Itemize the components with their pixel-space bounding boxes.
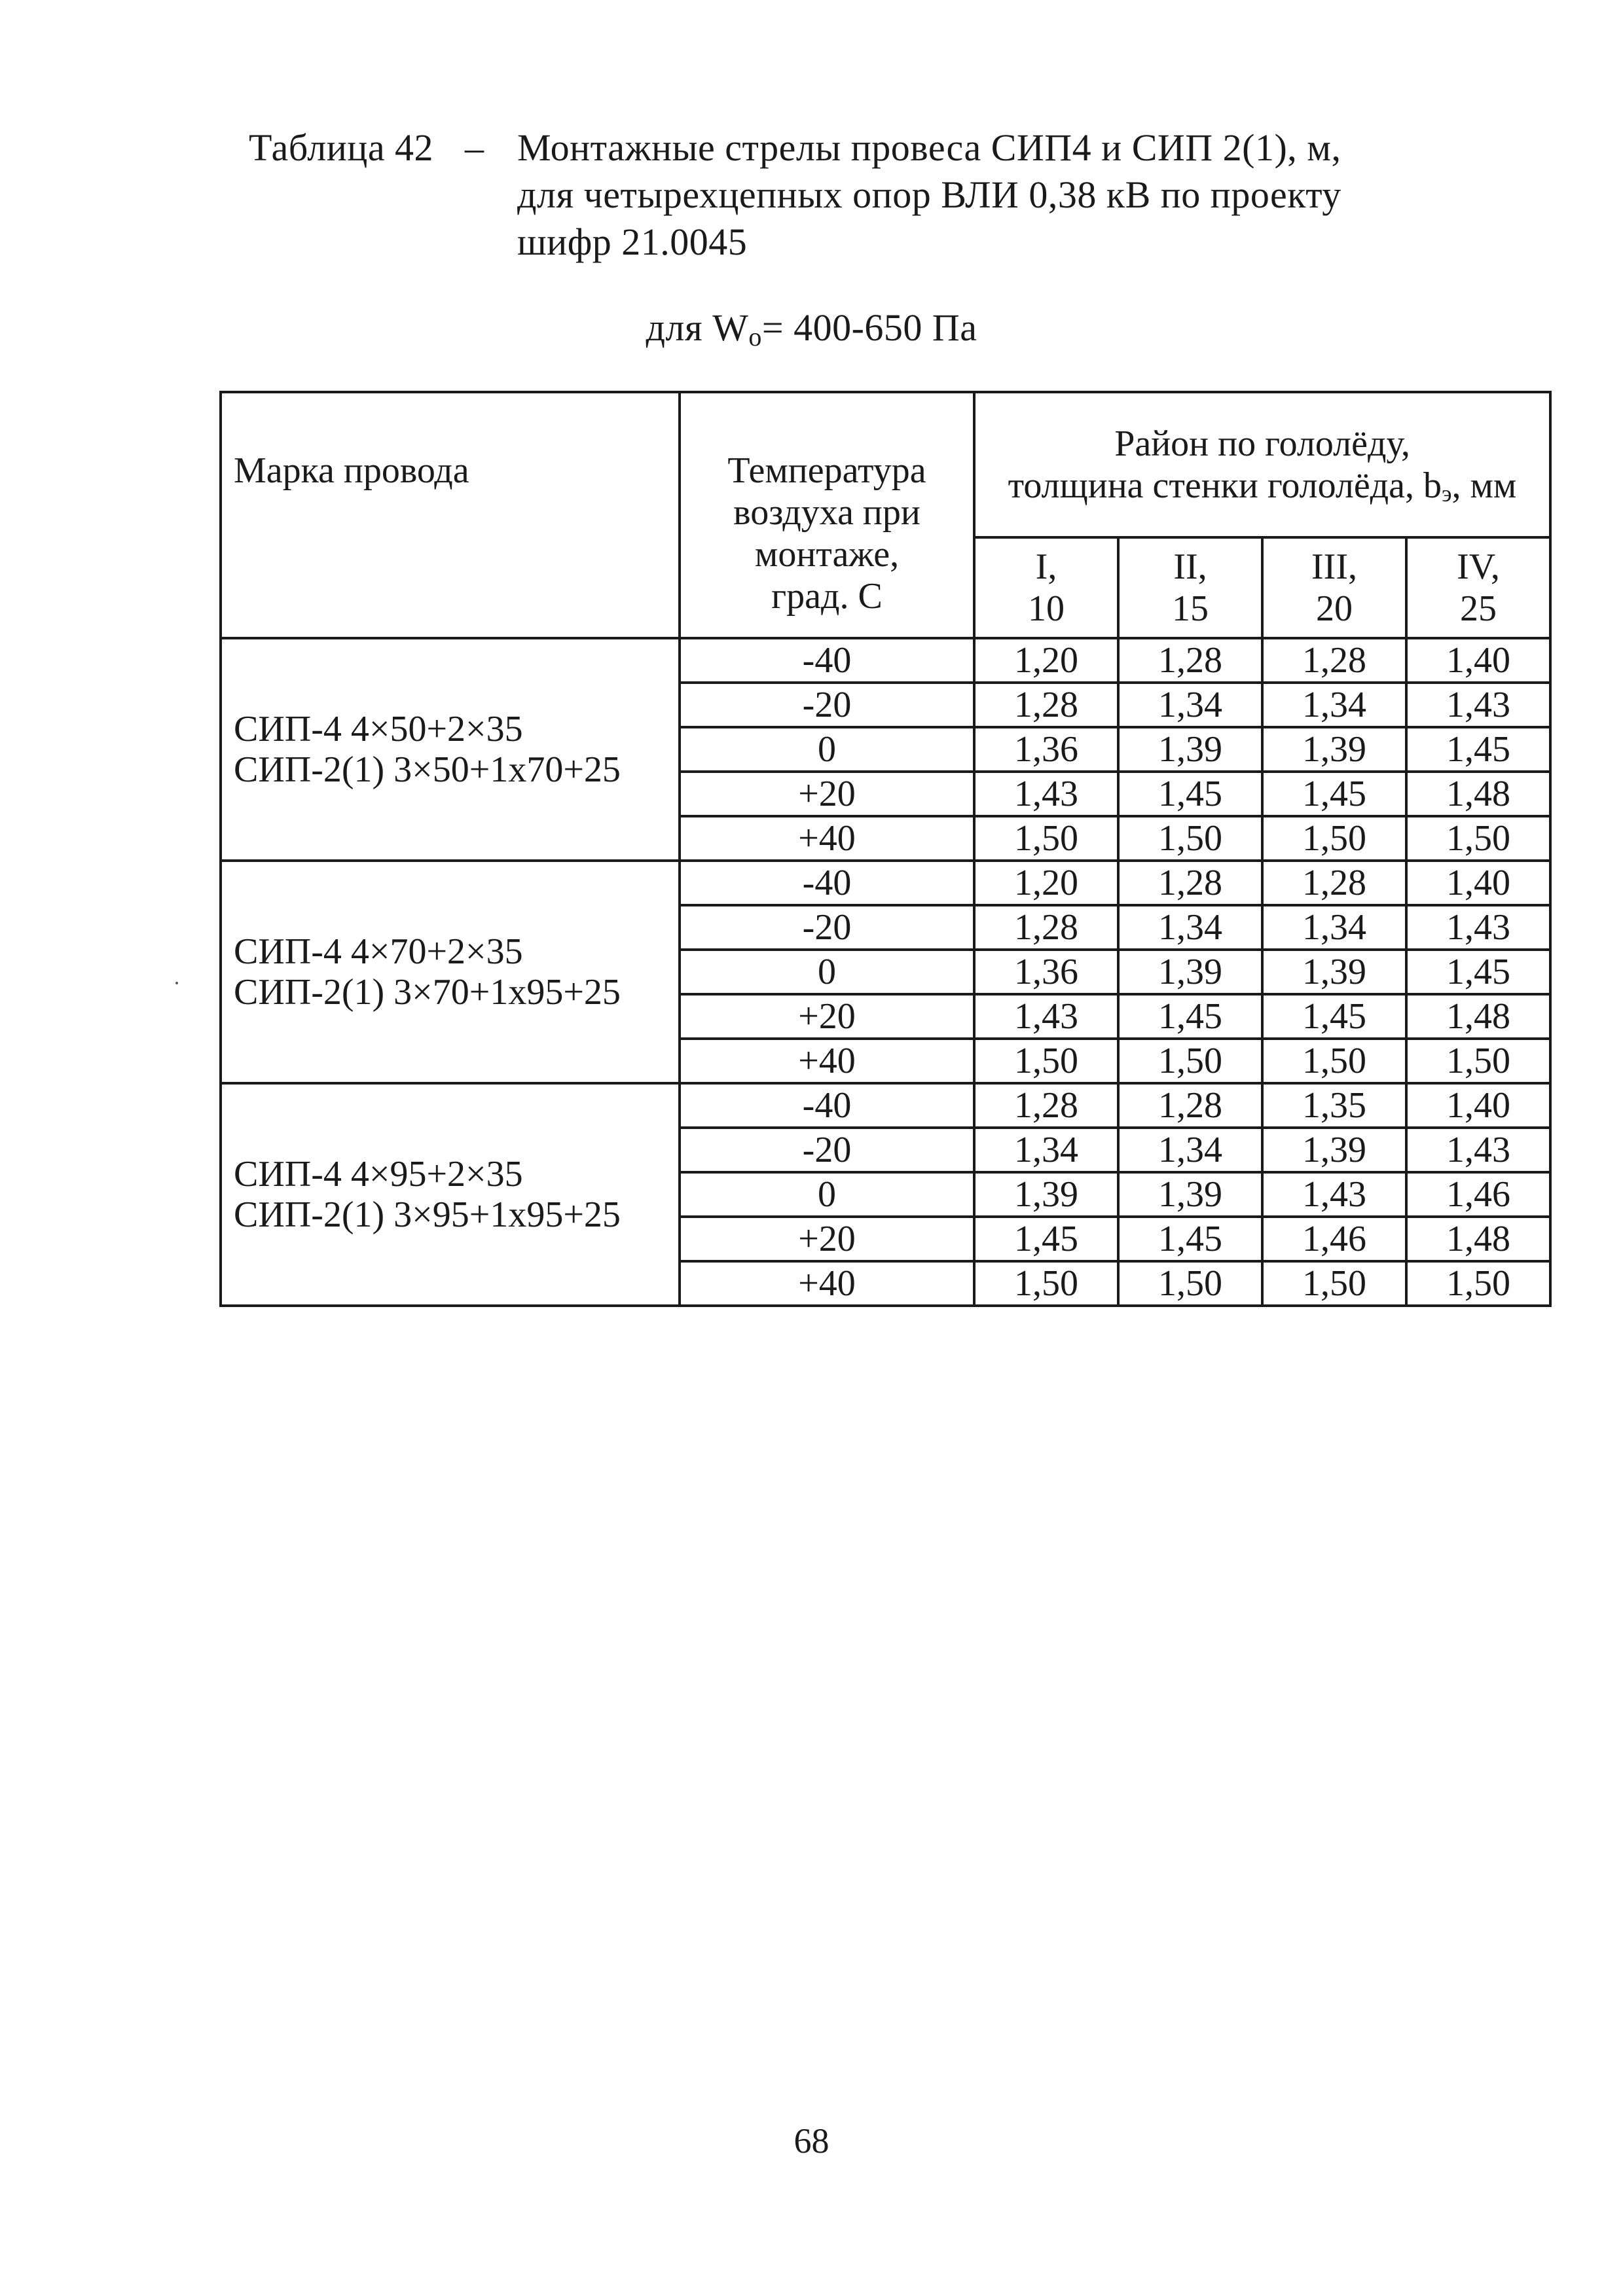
sag-value-cell: 1,28	[974, 683, 1118, 727]
sag-value-cell: 1,43	[1406, 905, 1550, 950]
sag-value-cell: 1,28	[1262, 638, 1406, 683]
caption-line: Монтажные стрелы провеса СИП4 и СИП 2(1), м,	[517, 126, 1341, 169]
table-row	[221, 638, 1550, 683]
sag-value-cell: 1,39	[1118, 727, 1262, 772]
header-region-line: Район по гололёду,	[1114, 423, 1410, 464]
sag-value-cell: 1,40	[1406, 1083, 1550, 1128]
region-roman: I,	[1035, 547, 1057, 587]
sag-value-cell: 1,39	[1118, 1172, 1262, 1217]
subtitle-subscript: о	[748, 322, 762, 351]
sag-value-cell: 1,34	[1118, 683, 1262, 727]
sag-value-cell: 1,39	[974, 1172, 1118, 1217]
wire-mark-line: СИП-4 4×70+2×35	[234, 931, 523, 972]
sag-value-cell: 1,45	[974, 1217, 1118, 1261]
caption-label: Таблица 42	[249, 126, 434, 169]
sag-value-cell: 1,45	[1262, 994, 1406, 1039]
region-thickness: 25	[1460, 588, 1497, 629]
region-thickness: 20	[1316, 588, 1353, 629]
sag-value-cell: 1,50	[1262, 816, 1406, 861]
table-header	[221, 392, 1550, 638]
header-region-iv	[1406, 537, 1550, 638]
sag-value-cell: 1,45	[1118, 1217, 1262, 1261]
header-region-i	[974, 537, 1118, 638]
header-wire-mark: Марка провода	[221, 392, 680, 638]
sag-value-cell: 1,50	[1406, 1261, 1550, 1306]
region-thickness: 15	[1172, 588, 1209, 629]
sag-value-cell: 1,48	[1406, 994, 1550, 1039]
caption-dash: –	[465, 126, 484, 169]
header-region-ii	[1118, 537, 1262, 638]
sag-value-cell: 1,50	[974, 1261, 1118, 1306]
subtitle-prefix: для W	[646, 306, 749, 349]
temperature-cell: +40	[680, 1261, 974, 1306]
wind-pressure-subtitle	[0, 304, 1623, 351]
table-row	[221, 1083, 1550, 1128]
region-line-suffix: , мм	[1451, 465, 1517, 506]
sag-value-cell: 1,43	[1406, 1128, 1550, 1172]
region-line-subscript: э	[1442, 480, 1452, 507]
sag-value-cell: 1,20	[974, 638, 1118, 683]
sag-value-cell: 1,45	[1406, 727, 1550, 772]
temperature-cell: 0	[680, 727, 974, 772]
temperature-cell: -40	[680, 638, 974, 683]
wire-mark-line: СИП-4 4×95+2×35	[234, 1154, 523, 1194]
region-line-prefix: толщина стенки гололёда, b	[1008, 465, 1442, 506]
temperature-cell: +40	[680, 816, 974, 861]
sag-value-cell: 1,34	[974, 1128, 1118, 1172]
header-region-line	[979, 465, 1545, 507]
sag-value-cell: 1,45	[1262, 772, 1406, 816]
sag-value-cell: 1,39	[1262, 727, 1406, 772]
temperature-cell: +20	[680, 772, 974, 816]
sag-value-cell: 1,40	[1406, 638, 1550, 683]
sag-value-cell: 1,43	[1406, 683, 1550, 727]
sag-value-cell: 1,43	[1262, 1172, 1406, 1217]
header-temperature-line: воздуха при	[733, 492, 921, 533]
wire-mark-line: СИП-4 4×50+2×35	[234, 709, 523, 749]
sag-value-cell: 1,48	[1406, 1217, 1550, 1261]
header-temperature	[680, 392, 974, 638]
sag-value-cell: 1,28	[1118, 861, 1262, 905]
sag-value-cell: 1,43	[974, 994, 1118, 1039]
sag-value-cell: 1,34	[1118, 905, 1262, 950]
wire-mark-line: СИП-2(1) 3×95+1х95+25	[234, 1194, 621, 1235]
sag-value-cell: 1,46	[1262, 1217, 1406, 1261]
sag-value-cell: 1,50	[1406, 1039, 1550, 1083]
sag-value-cell: 1,45	[1406, 950, 1550, 994]
sag-value-cell: 1,39	[1262, 950, 1406, 994]
caption-text	[517, 124, 1434, 266]
table-row	[221, 861, 1550, 905]
temperature-cell: +20	[680, 994, 974, 1039]
sag-value-cell: 1,35	[1262, 1083, 1406, 1128]
sag-value-cell: 1,50	[974, 1039, 1118, 1083]
temperature-cell: -20	[680, 905, 974, 950]
sag-value-cell: 1,28	[1118, 1083, 1262, 1128]
scan-speck	[175, 982, 178, 984]
sag-value-cell: 1,45	[1118, 994, 1262, 1039]
sag-value-cell: 1,45	[1118, 772, 1262, 816]
sag-value-cell: 1,50	[1262, 1039, 1406, 1083]
wire-mark-cell	[221, 638, 680, 861]
region-roman: II,	[1173, 547, 1207, 587]
sag-value-cell: 1,50	[1118, 1039, 1262, 1083]
sag-value-cell: 1,20	[974, 861, 1118, 905]
sag-value-cell: 1,50	[1262, 1261, 1406, 1306]
page-number: 68	[793, 2121, 830, 2161]
region-thickness: 10	[1028, 588, 1065, 629]
sag-value-cell: 1,39	[1118, 950, 1262, 994]
sag-value-cell: 1,40	[1406, 861, 1550, 905]
sag-value-cell: 1,36	[974, 727, 1118, 772]
header-temperature-line: Температура	[727, 450, 926, 491]
sag-value-cell: 1,43	[974, 772, 1118, 816]
temperature-cell: 0	[680, 950, 974, 994]
sag-value-cell: 1,50	[974, 816, 1118, 861]
temperature-cell: 0	[680, 1172, 974, 1217]
region-roman: III,	[1311, 547, 1357, 587]
caption-line: шифр 21.0045	[517, 221, 748, 263]
header-temperature-line: монтаже,	[754, 534, 900, 575]
sag-value-cell: 1,34	[1262, 905, 1406, 950]
temperature-cell: +40	[680, 1039, 974, 1083]
caption-line: для четырехцепных опор ВЛИ 0,38 кВ по проекту	[517, 173, 1341, 216]
sag-value-cell: 1,28	[974, 905, 1118, 950]
sag-value-cell: 1,34	[1118, 1128, 1262, 1172]
sag-value-cell: 1,28	[974, 1083, 1118, 1128]
sag-value-cell: 1,48	[1406, 772, 1550, 816]
sag-value-cell: 1,46	[1406, 1172, 1550, 1217]
sag-value-cell: 1,36	[974, 950, 1118, 994]
wire-mark-line: СИП-2(1) 3×70+1х95+25	[234, 972, 621, 1013]
table-body	[221, 638, 1550, 1306]
header-region-iii	[1262, 537, 1406, 638]
header-ice-region	[974, 392, 1550, 537]
temperature-cell: -40	[680, 861, 974, 905]
temperature-cell: -20	[680, 1128, 974, 1172]
sag-value-cell: 1,34	[1262, 683, 1406, 727]
temperature-cell: +20	[680, 1217, 974, 1261]
temperature-cell: -20	[680, 683, 974, 727]
sag-value-cell: 1,39	[1262, 1128, 1406, 1172]
region-roman: IV,	[1457, 547, 1500, 587]
sag-value-cell: 1,50	[1118, 1261, 1262, 1306]
subtitle-suffix: = 400-650 Па	[761, 306, 977, 349]
sag-value-cell: 1,28	[1118, 638, 1262, 683]
sag-value-cell: 1,28	[1262, 861, 1406, 905]
wire-mark-cell	[221, 861, 680, 1083]
sag-value-cell: 1,50	[1406, 816, 1550, 861]
temperature-cell: -40	[680, 1083, 974, 1128]
header-temperature-line: град. С	[771, 576, 883, 617]
sag-value-cell: 1,50	[1118, 816, 1262, 861]
sag-table	[219, 391, 1552, 1307]
wire-mark-line: СИП-2(1) 3×50+1х70+25	[234, 749, 621, 790]
wire-mark-cell	[221, 1083, 680, 1306]
